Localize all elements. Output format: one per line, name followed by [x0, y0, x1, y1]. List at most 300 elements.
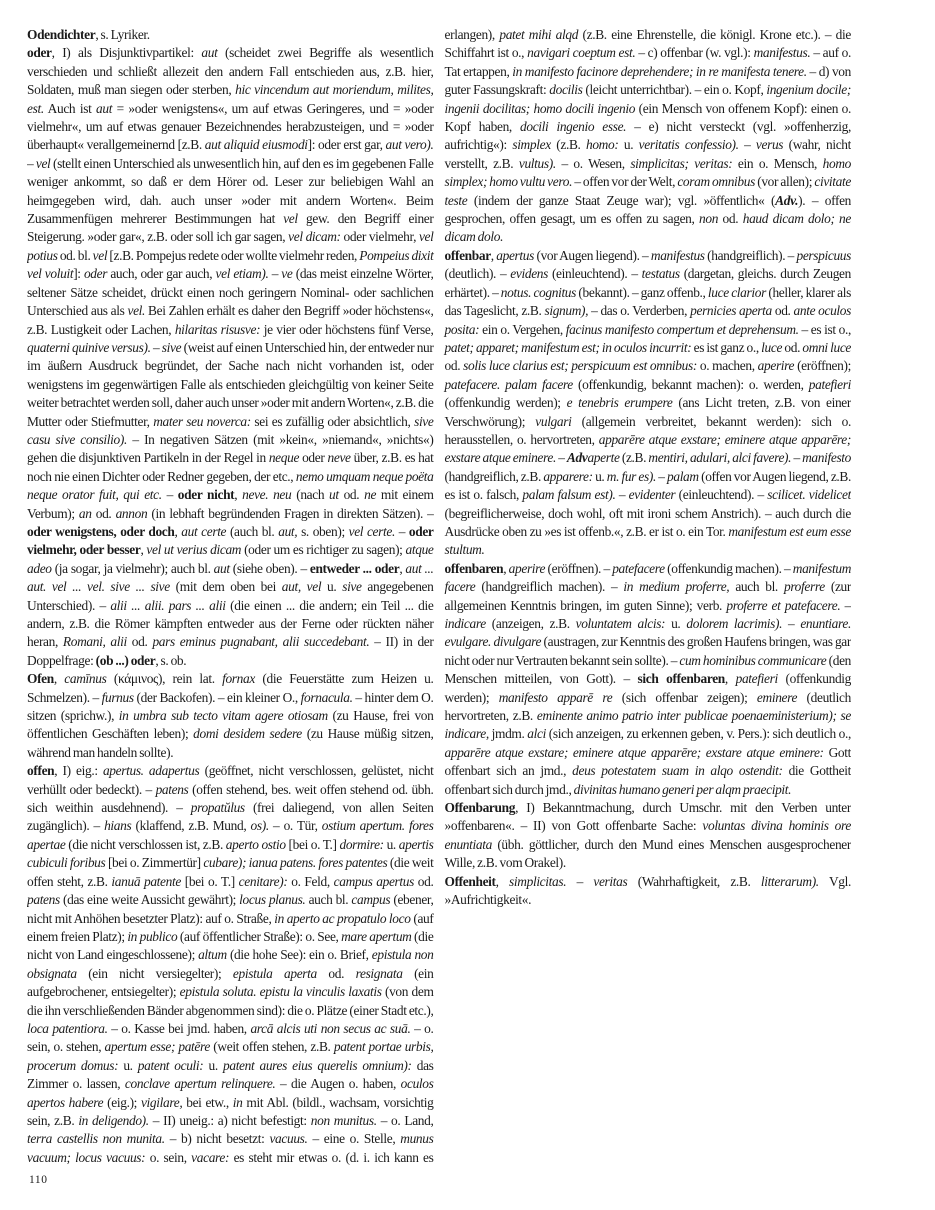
text-segment: eminere [756, 689, 798, 705]
text-segment: patens [155, 781, 189, 797]
text-segment: (eröffnen). – [545, 560, 613, 576]
text-segment: (in lebhaft begründenden Fragen in direkten Sätzen). – [147, 505, 434, 521]
text-segment: vel ut verius dicam [146, 542, 242, 558]
text-segment: Pompeius dixit vel voluit [27, 247, 434, 282]
text-segment: – [655, 468, 667, 484]
text-segment: homo simplex; homo vultu vero. [444, 155, 851, 190]
text-segment: (zu Hause, frei von öffentlichen Geschäften leben); [27, 708, 434, 742]
text-segment: ianuā patente [111, 873, 181, 889]
text-segment: Gott offenbart sich an jmd., [444, 744, 851, 779]
text-segment: jmdm. [488, 726, 528, 742]
text-segment: die Gottheit offenbart sich durch jmd., [444, 763, 851, 797]
text-segment: – [394, 523, 409, 539]
text-segment: – hinter dem O. sitzen (sprichw.), [27, 689, 434, 724]
text-segment: – o. Kasse bei jmd. haben, [107, 1020, 251, 1036]
text-segment: (übh. göttlicher, durch den Mund eines Menschen ausgesprochener Wille, z.B. vom Orakel). [444, 836, 851, 871]
text-segment: o. sein, [145, 1149, 192, 1165]
text-segment: patet; apparet; manifestum est; in oculos incurrit: [444, 339, 692, 355]
text-segment: mit einem Verbum); [27, 487, 434, 521]
text-segment: (siehe oben). – [229, 560, 310, 576]
text-segment: voluntatem alcis: [575, 616, 666, 631]
text-segment: patens [27, 892, 60, 908]
text-segment: (z.B. [550, 137, 586, 153]
text-segment: manifestus [650, 247, 705, 263]
text-segment: proferre et patefacere. [726, 597, 841, 613]
text-segment: (oder um es richtiger zu sagen); [241, 542, 406, 558]
text-segment: cum hominibus communicare [679, 652, 827, 668]
text-segment: manifestus. [753, 45, 811, 61]
text-segment: aut [96, 100, 113, 116]
text-segment: vacare: [191, 1149, 230, 1165]
text-segment: (eröffnen); [794, 358, 851, 374]
text-segment: hilaritas risusve: [174, 321, 261, 337]
text-segment: haud dicam dolo; ne dicam dolo. [444, 211, 851, 245]
text-segment: deus potestatem suam in alqo ostendit: [572, 763, 783, 779]
text-segment: od. [316, 965, 356, 981]
text-segment: od. [718, 211, 743, 227]
text-segment: apparēre atque exstare; eminere atque apparēre; exstare atque eminere: [444, 744, 824, 760]
text-segment: domi desidem sedere [193, 726, 302, 742]
text-segment: (anzeigen, z.B. [485, 616, 576, 631]
text-segment: – [615, 487, 629, 503]
text-segment: vel dicam: [288, 229, 341, 245]
text-segment: u. [321, 579, 343, 595]
text-segment: in [232, 1094, 243, 1110]
text-segment: e tenebris erumpere [566, 395, 673, 411]
text-segment: in publico [127, 928, 178, 944]
text-segment: (handgreiflich, z.B. [444, 468, 544, 484]
text-segment: neque [268, 450, 300, 466]
text-segment: (ein Mensch von offenem Kopf): einen o. Kopf haben, [444, 100, 851, 135]
text-segment: es ist ganz o., [691, 339, 762, 355]
text-segment: – In negativen Sätzen (mit »kein«, »niemand«, »nichts«) gehen die disjunktiven Partikeln in der Regel in [27, 431, 434, 466]
text-segment: aut [201, 45, 218, 61]
text-segment: , [399, 560, 406, 576]
text-segment: od. [338, 487, 365, 503]
text-segment: mit Abl. (bildl., wachsam, vorsichtig sein, z.B. [27, 1094, 434, 1128]
text-segment: omni luce [802, 339, 851, 355]
text-segment: apparēre atque exstare; eminere atque apparēre; exstare atque eminere. [444, 431, 851, 466]
text-segment: gew. den Begriff einer Steigerung. »oder gar«, z.B. oder soll ich gar sagen, [27, 211, 434, 245]
text-segment: perspicuus [796, 247, 851, 263]
text-segment: (deutlich). – [444, 266, 511, 282]
text-segment: , [234, 487, 243, 503]
text-segment: pars eminus pugnabant, alii succedebant. [152, 634, 370, 650]
text-segment: alci [527, 726, 546, 742]
entry-odendichter [27, 26, 434, 44]
text-segment: indicare [444, 616, 486, 631]
text-segment: (ein nicht versiegelter); [76, 965, 233, 981]
text-segment: (indem der ganze Staat Zeuge war); vgl. »öffentlich« ( [467, 192, 776, 208]
text-segment: vultus). [518, 155, 556, 171]
text-segment: manifestum est eum esse stultum. [444, 523, 851, 558]
text-segment: apertus [496, 247, 534, 263]
text-segment: , I) Bekanntmachung, durch Umschr. mit den Verben unter »offenbaren«. – II) von Gott offenbarte Sache: [444, 800, 851, 834]
entry-oder [27, 44, 434, 670]
text-segment: pernicies aperta [690, 303, 772, 319]
text-segment: (z.B. eine Ehrenstelle, die königl. Krone etc.). – die Schiffahrt ist o., [444, 27, 851, 61]
text-segment: oder nicht [177, 487, 235, 503]
text-segment: (offenkundig werden); [444, 395, 567, 411]
text-segment: (einleuchtend). – [548, 266, 642, 282]
text-segment: simplicitas. [509, 873, 567, 889]
text-segment: oder wenigstens, oder doch [27, 523, 175, 539]
text-segment: (stellt einen Unterschied als unwesentlich hin, auf den es im gegebenen Falle weniger ankommt, so daß er dem Hörer od. Leser zur beliebigen Wahl an heimgegeben wird, dah. auch unser »oder mit andern Worten«. Beim Zusammenfügen mehrerer Bestimmungen hat [27, 155, 434, 227]
text-segment: Offenbarung [444, 800, 516, 816]
text-segment: evidenter [628, 487, 676, 503]
text-segment: mentiri, adulari, alci favere). [648, 450, 792, 466]
text-segment: (die nicht verschlossen ist, z.B. [65, 836, 226, 852]
text-segment: – offen vor der Welt, [572, 174, 678, 190]
text-segment: locus planus. [239, 892, 306, 908]
text-segment: apertus. adapertus [102, 763, 200, 779]
text-segment: sive [161, 339, 182, 355]
text-segment: ingenium docile; ingenii docilitas; homo docili ingenio [444, 82, 851, 116]
text-segment: vel [283, 211, 298, 227]
text-segment: an [78, 505, 92, 521]
text-segment: offenbar [444, 247, 491, 263]
text-segment: – II) in der Doppelfrage: [27, 634, 434, 668]
text-segment: proferre [783, 579, 825, 595]
text-segment: ante oculos posita: [444, 303, 851, 337]
text-segment: sich offenbaren [637, 671, 725, 687]
text-segment: u. [592, 468, 607, 484]
text-segment: mater seu noverca: [153, 413, 251, 429]
text-segment: u. [618, 137, 639, 153]
text-segment: quaterni quinive versus). [27, 339, 151, 355]
text-segment: arcā alcis uti non secus ac suā. [250, 1020, 411, 1036]
text-segment: od. [414, 873, 434, 889]
text-segment: – o. Wesen, [555, 155, 631, 171]
text-segment: vulgari [535, 413, 572, 429]
text-segment: – [161, 487, 178, 503]
text-segment: angegebenen Unterschied). – [27, 579, 434, 613]
text-segment: od. [444, 358, 464, 374]
text-segment: (frei daliegend, von allen Seiten zugänglich). – [27, 800, 434, 834]
text-segment: veritatis confessio). [638, 137, 739, 153]
text-segment: (das meist einzelne Wörter, seltener Sätze scheidet, drückt einen noch geringern Nominal- oder sachlichen Unterschied aus als [27, 266, 434, 319]
text-segment: – auf o. Tat ertappen, [444, 45, 851, 79]
text-segment: (ein aufgebrochener, entsiegelter); [27, 965, 434, 1000]
text-segment: apertis cubiculi foribus [27, 836, 434, 871]
text-segment: solis luce clarius est; perspicuum est omnibus: [463, 358, 697, 374]
text-segment: munus vacuum; locus vacuus: [27, 1131, 434, 1165]
text-segment: – c) offenbar (w. vgl.): [635, 45, 754, 61]
text-segment: (weit offen stehen, z.B. [209, 1039, 334, 1055]
text-segment: – [27, 155, 36, 171]
text-segment: signum), [544, 303, 589, 319]
text-segment: oder [27, 45, 52, 61]
text-segment: (ja sogar, ja vielmehr); auch bl. [51, 560, 214, 576]
text-segment: [bei o. T.] [180, 873, 239, 889]
text-segment: (offenkundig machen). – [664, 560, 793, 576]
text-segment: Vgl. »Aufrichtigkeit«. [444, 873, 851, 908]
text-segment: aut ... aut. vel ... vel. sive ... sive [27, 560, 434, 595]
text-segment: vel. [127, 303, 146, 319]
text-segment: enuntiare. evulgare. divulgare [444, 616, 851, 650]
text-segment: – o. Land, [376, 1112, 434, 1128]
text-segment: non [699, 211, 719, 227]
text-segment: (leicht unterrichtbar). – ein o. Kopf, [582, 82, 767, 98]
text-segment: Bei Zahlen erhält es daher den Begriff »oder höchstens«, z.B. Lustigkeit oder Lachen, [27, 303, 434, 337]
text-segment: notus. cognitus [500, 284, 577, 300]
text-segment: oder vielmehr, [340, 229, 419, 245]
text-segment: eminente animo patrio inter publicae poenaeministerium); se indicare, [444, 708, 851, 742]
text-segment: aut vero). [385, 137, 434, 153]
text-segment: sive [342, 579, 362, 595]
text-segment: (bekannt). – ganz offenb., [576, 284, 708, 300]
text-segment: loca patentiora. [27, 1020, 108, 1036]
text-segment: (mit dem oben bei [169, 579, 282, 595]
text-segment: facinus manifesto compertum et deprehensum. [565, 321, 799, 337]
text-segment: (ob ...) oder [95, 652, 156, 668]
text-segment: das Zimmer o. lassen, [27, 1057, 434, 1092]
text-segment: (offen vor Augen liegend, z.B. es ist o. falsch, [444, 468, 851, 503]
text-segment: – das o. Verderben, [588, 303, 691, 319]
text-segment: – es ist o., [798, 321, 851, 337]
text-segment: dolorem lacrimis). [686, 616, 783, 631]
text-segment: (begreiflicherweise, doch wohl, oft mit ironi schem Anstrich). – auch durch die Ausdrücke oben zu »es ist offenb.«, z.B. er ist o. ein Tor. [444, 505, 851, 539]
text-segment: od. [771, 303, 794, 319]
text-segment: (auch bl. [226, 523, 279, 539]
text-segment: (zur allgemeinen Kenntnis bringen, im guten Sinne); verb. [444, 579, 851, 613]
text-segment: manifesto [802, 450, 851, 466]
text-segment: (dargetan, gleichs. durch Zeugen erhärtet). – [444, 266, 851, 300]
text-segment: (eig.); [103, 1094, 141, 1110]
text-segment: (allgemein verbreitet, bekannt werden): sich o. herausstellen, o. hervortreten, [444, 413, 851, 447]
text-segment: in umbra sub tecto vitam agere otiosam [118, 708, 328, 724]
entry-offenheit [445, 873, 852, 910]
text-segment: palam [667, 468, 699, 484]
text-segment: , [724, 671, 736, 687]
text-segment: apertum esse; patēre [104, 1039, 210, 1055]
text-segment: evidens [510, 266, 548, 282]
text-segment: patefieri [808, 376, 851, 392]
text-segment: , I) eig.: [54, 763, 103, 779]
entry-offenbaren [445, 560, 852, 799]
text-segment: docili ingenio esse. [520, 119, 627, 135]
text-segment: s. oben); [297, 523, 349, 539]
text-segment: – o. Tür, [268, 818, 322, 834]
text-segment: ein o. Vergehen, [479, 321, 566, 337]
text-segment: epistula non obsignata [27, 947, 434, 981]
text-segment: aperire [757, 358, 795, 374]
text-segment: – b) nicht besetzt: [164, 1131, 270, 1147]
text-segment: ne [364, 487, 377, 503]
text-segment: (die nicht von Land eingeschlossene); [27, 928, 434, 963]
text-segment: oder [83, 266, 108, 282]
text-segment: (austragen, zur Kenntnis des großen Haufens bringen, was gar nicht oder nur Vertrauten bekannt sein sollte). – [444, 634, 851, 668]
text-segment: aut, [278, 523, 298, 539]
text-segment: – [791, 450, 803, 466]
text-segment: Ofen [27, 671, 54, 687]
text-segment: o. Feld, [287, 873, 334, 889]
text-segment: (sich anzeigen, zu erkennen geben, v. Pers.): sich deutlich o., [545, 726, 851, 742]
text-segment: – e) nicht versteckt (vgl. »offenherzig, aufrichtig«): [444, 119, 851, 153]
text-segment: , s. Lyriker. [95, 27, 150, 42]
text-segment: es steht mir etwas o. (d. i. ich kann es erlangen), [229, 27, 500, 1165]
text-segment: aperire [508, 560, 546, 576]
text-segment: (handgreiflich). – [704, 247, 797, 263]
text-segment: , s. ob. [155, 652, 187, 668]
text-segment: patent aures eius querelis omnium): [223, 1057, 412, 1073]
text-segment: oder [299, 450, 328, 466]
text-segment: oculos apertos habere [27, 1076, 434, 1110]
text-segment: [bei o. T.] [285, 836, 340, 852]
text-segment: scilicet. videlicet [767, 487, 851, 503]
page-number: 110 [29, 1174, 48, 1186]
text-segment: (zu Hause müßig sitzen, während man handeln sollte). [27, 726, 434, 760]
text-segment: neve. neu [242, 487, 292, 503]
text-segment: litterarum). [760, 873, 819, 889]
text-segment: testatus [641, 266, 680, 282]
text-segment: neve [327, 450, 351, 466]
text-segment: – [268, 266, 282, 282]
text-segment: Auch ist [43, 100, 97, 116]
text-segment: vigilare, [140, 1094, 183, 1110]
text-segment: apparere: [543, 468, 593, 484]
text-segment: [bei o. Zimmertür] [105, 855, 204, 871]
text-segment: nemo umquam neque poëta neque orator fuit, qui etc. [27, 468, 434, 503]
text-segment: über, z.B. es hat noch nie einen Dichter oder Redner gegeben, der etc., [27, 450, 434, 484]
text-segment: campus apertus [333, 873, 414, 889]
text-segment: hians [104, 818, 132, 834]
text-segment: (das eine weite Aussicht gewährt); [59, 892, 240, 908]
text-segment: (κάμινος), rein lat. [106, 671, 223, 687]
text-segment: oder vielmehr, oder besser [27, 523, 434, 558]
text-segment: – [566, 873, 594, 889]
text-segment: o. machen, [696, 358, 758, 374]
text-segment: – II) uneig.: a) nicht befestigt: [148, 1112, 311, 1128]
text-segment: je vier oder höchstens fünf Verse, [260, 321, 434, 337]
text-segment: luce clarior [707, 284, 766, 300]
text-segment: simplicitas; veritas: [630, 155, 733, 171]
text-segment: resignata [355, 965, 403, 981]
entry-ofen [27, 670, 434, 762]
text-segment: vel potius [27, 229, 434, 263]
text-segment: in medium proferre, [623, 579, 730, 595]
text-segment: (offenkundig werden); [444, 671, 851, 705]
text-segment: u. [665, 616, 687, 631]
text-segment: , [174, 523, 182, 539]
text-segment: aut [213, 560, 230, 576]
text-segment: (auf einem freien Platz); [27, 910, 434, 944]
text-segment: – [840, 597, 851, 613]
text-segment: , [140, 542, 147, 558]
text-segment: (einleuchtend). – [675, 487, 768, 503]
text-segment: offenbaren [444, 560, 504, 576]
text-segment: vel [35, 155, 51, 171]
text-segment: patent portae urbis, procerum domus: [27, 1039, 434, 1073]
text-segment: = »oder wenigstens«, um auf etwas Geringeres, und = »oder vielmehr«, um auf etwas genauer Bezeichnendes herabzusteigen, und = »oder überhaupt« verallgemeinernd [z.B. [27, 100, 434, 153]
text-segment: manifesto apparē re [498, 689, 613, 705]
text-segment: in deligendo). [78, 1112, 149, 1128]
text-segment: (die weit offen steht, z.B. [27, 855, 434, 889]
text-segment: camīnus [64, 671, 107, 687]
text-segment: fornax [222, 671, 255, 687]
text-segment: coram omnibus [677, 174, 755, 190]
text-segment: dormire: [339, 836, 384, 852]
text-segment: furnus [101, 689, 134, 705]
text-segment: aperte [587, 450, 620, 466]
text-segment: od. [126, 634, 153, 650]
text-segment: (klaffend, z.B. Mund, [131, 818, 251, 834]
text-segment: cubare); ianua patens. fores patentes [203, 855, 388, 871]
text-segment: bei etw., [182, 1094, 233, 1110]
text-segment: verus [755, 137, 784, 153]
text-segment: fornacula. [300, 689, 353, 705]
text-segment: altum [198, 947, 227, 963]
text-segment: , [53, 671, 65, 687]
text-segment: conclave apertum relinquere. [124, 1076, 276, 1092]
text-segment: patefieri [735, 671, 778, 687]
text-segment: (von dem die ihn verschließenden Bänder abgenommen sind): die o. Plätze (einer Stadt etc.), [27, 984, 434, 1018]
text-segment: , [495, 873, 510, 889]
entry-offenbar [445, 247, 852, 560]
text-segment: docilis [549, 82, 583, 98]
text-segment: (nach [291, 487, 330, 503]
text-segment: mare apertum [341, 928, 412, 944]
text-segment: (die Feuerstätte zum Heizen u. Schmelzen). – [27, 671, 434, 705]
text-segment: (heller, klarer als das Tageslicht, z.B. [444, 284, 851, 319]
text-segment: atque adeo [27, 542, 434, 576]
text-segment: sei es zufällig oder absichtlich, [250, 413, 415, 429]
text-segment: campus [351, 892, 391, 908]
text-segment: aperto ostio [225, 836, 286, 852]
text-segment: patefacere [612, 560, 665, 576]
text-segment: navigari coeptum est. [527, 45, 636, 61]
text-segment: u. [203, 1057, 223, 1073]
text-segment: aut, vel [281, 579, 322, 595]
text-segment: in aperto ac propatulo loco [274, 910, 411, 926]
text-segment: Offenheit [444, 873, 496, 889]
text-segment: (offenkundig, bekannt machen): o. werden, [572, 376, 809, 392]
text-segment: non munitus. [310, 1112, 377, 1128]
text-segment: ein o. Mensch, [732, 155, 823, 171]
text-segment: Adv. [775, 192, 799, 208]
text-segment: od. [91, 505, 116, 521]
text-segment: aut aliquid eiusmodi [204, 137, 308, 153]
text-segment: homo: [585, 137, 619, 153]
text-segment: vel certe. [348, 523, 395, 539]
text-segment: od. bl. [57, 247, 93, 263]
text-segment: – [555, 450, 567, 466]
text-segment: alii ... alii. pars ... alii [110, 597, 226, 613]
text-segment: ). – offen gesprochen, offen gesagt, um es offen zu sagen, [444, 192, 851, 227]
text-segment: Adv [566, 450, 588, 466]
text-segment: epistula aperta [232, 965, 317, 981]
text-segment: (vor allen); [754, 174, 815, 190]
text-segment: aut certe [181, 523, 227, 539]
text-segment: ostium apertum. fores apertae [27, 818, 434, 852]
text-segment: – [738, 137, 756, 153]
text-segment: simplex [512, 137, 551, 153]
text-segment: m. fur es). [606, 468, 656, 484]
text-segment: annon [115, 505, 148, 521]
text-segment: entweder ... oder [309, 560, 400, 576]
text-segment: (Wahrhaftigkeit, z.B. [627, 873, 761, 889]
text-segment: veritas [593, 873, 628, 889]
text-segment: (offen stehend, bes. weit offen stehend od. übh. sich weithin ausdehnend). – [27, 781, 434, 816]
text-segment: – eine o. Stelle, [307, 1131, 401, 1147]
text-segment: Odendichter [27, 27, 96, 42]
text-segment: os). [250, 818, 269, 834]
text-segment: (die hohe See): ein o. Brief, [226, 947, 372, 963]
text-segment: auch, oder gar auch, [107, 266, 216, 282]
text-segment: cenitare): [238, 873, 288, 889]
text-segment: offen [27, 763, 55, 779]
text-segment: (der Backofen). – ein kleiner O., [133, 689, 301, 705]
